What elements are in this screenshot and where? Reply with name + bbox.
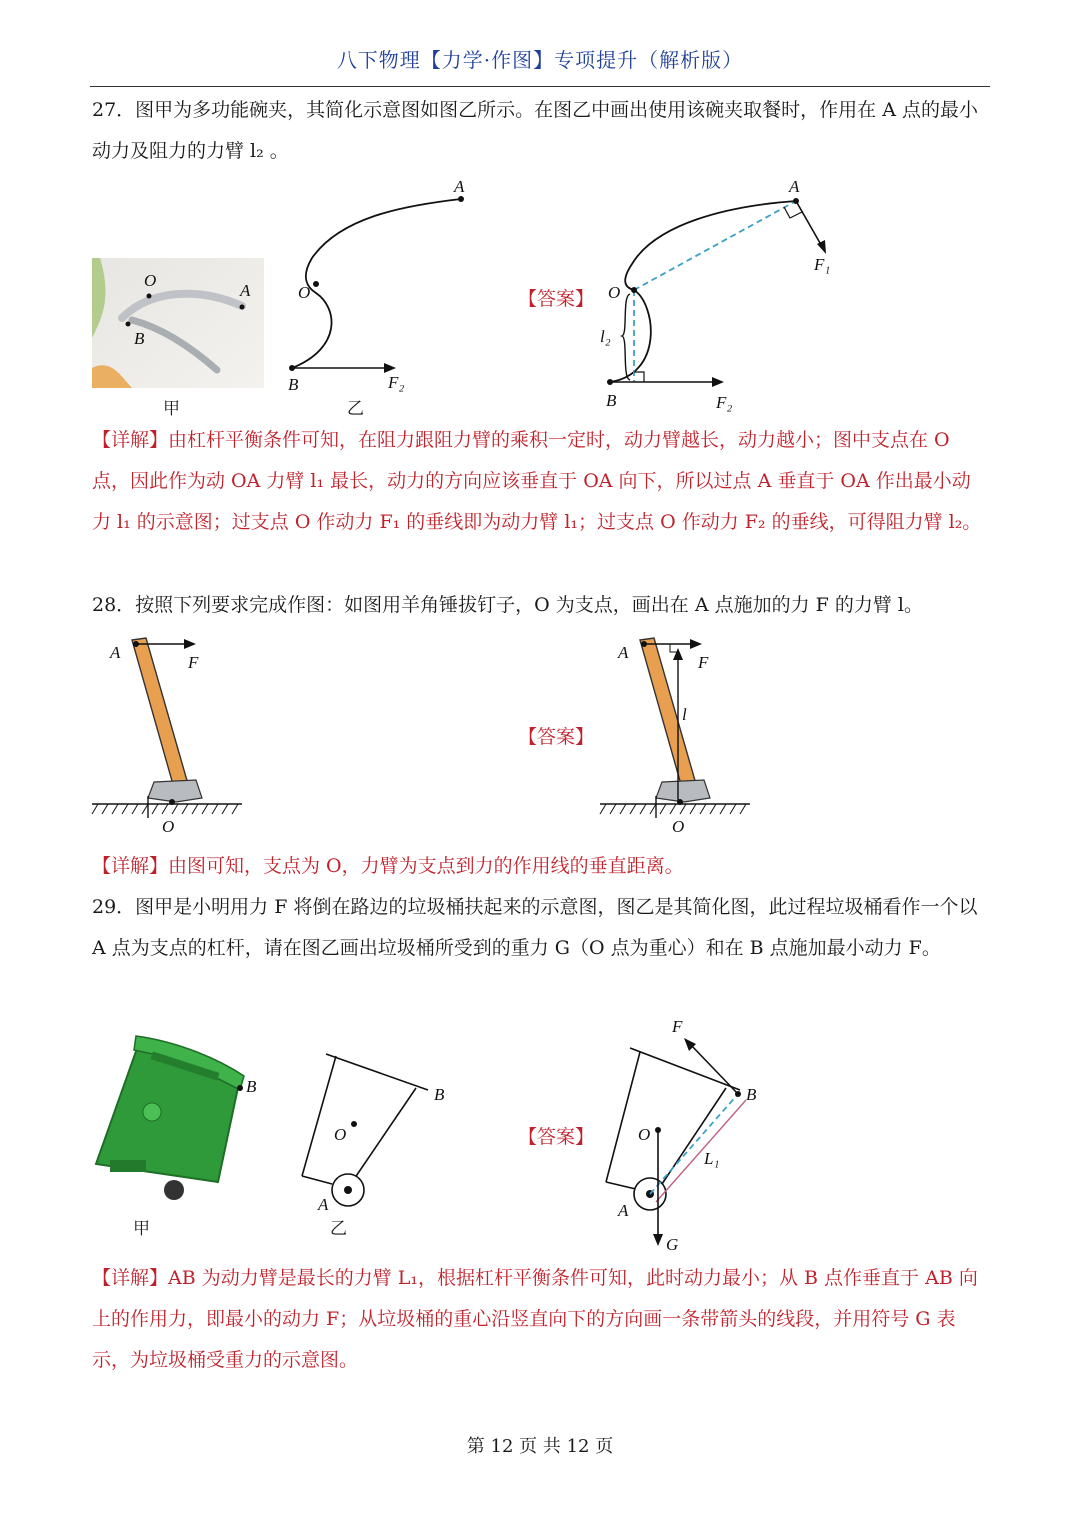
q28-answer-label-F: F: [698, 653, 709, 672]
q28-answer-label-l: l: [682, 705, 687, 724]
header-rule: [90, 86, 990, 87]
q28-answer-figure: [600, 632, 760, 842]
q29-explanation: [92, 1258, 988, 1381]
q27-answer-label-F2: F₂: [716, 393, 733, 412]
q28-hammer-figure: [92, 632, 252, 842]
q27-text: 27．图甲为多功能碗夹，其简化示意图如图乙所示。在图乙中画出使用该碗夹取餐时，作用在 A 点的最小动力及阻力的力臂 l₂ 。: [92, 99, 978, 162]
q29-caption-jia: 甲: [133, 1219, 150, 1239]
q27-photo-label-A: A: [240, 281, 251, 300]
q29-answer-label-A: A: [618, 1201, 629, 1220]
q28-explain-text: 由图可知，支点为 O，力臂为支点到力的作用线的垂直距离。: [168, 855, 684, 877]
q29-explain-text: AB 为动力臂是最长的力臂 L₁，根据杠杆平衡条件可知，此时动力最小；从 B 点作垂直于 AB 向上的作用力，即最小的动力 F；从垃圾桶的重心沿竖直向下的方向画一条带箭头的线段，并用符号 G 表示，为垃圾桶受重力的示意图。: [92, 1267, 978, 1371]
page-footer: 第 12 页 共 12 页: [466, 1436, 614, 1457]
q27-caption-yi: 乙: [347, 399, 364, 419]
q27-photo-bowl-clip: [92, 258, 264, 388]
q27-answer-label-A: A: [789, 177, 800, 196]
q29-caption-yi: 乙: [330, 1219, 347, 1239]
q29-answer-label-B: B: [746, 1085, 757, 1104]
q29-answer-label-O: O: [638, 1125, 651, 1144]
q27-answer-label-F1: F₁: [814, 255, 831, 274]
q27-explanation: [92, 420, 988, 543]
q27-yi-label-O: O: [298, 283, 311, 302]
q27-explain-text: 由杠杆平衡条件可知，在阻力跟阻力臂的乘积一定时，动力臂越长，动力越小；图中支点在 O 点，因此作为动 OA 力臂 l₁ 最长，动力的方向应该垂直于 OA 向下，所以过点 A 垂直于 OA 作出最小动力 l₁ 的示意图；过支点 O 作动力 F₁ 的垂线即为动力臂 l₁；过支点 O 作动力 F₂ 的垂线，可得阻力臂 l₂。: [92, 429, 982, 533]
q29-explain-tag: 【详解】: [92, 1267, 169, 1289]
q27-answer-label-l2: l₂: [600, 327, 611, 346]
q27-yi-label-B: B: [288, 375, 299, 394]
q29-figure-yi: [296, 1048, 466, 1228]
q27-answer-label-O: O: [608, 283, 621, 302]
q27-figure-yi: [280, 178, 480, 398]
q29-yi-label-B: B: [434, 1085, 445, 1104]
q28-answer-tag: 【答案】: [518, 726, 595, 748]
q27-caption-jia: 甲: [163, 399, 180, 419]
q27-answer-label-B: B: [606, 391, 617, 410]
page-header-title: 八下物理【力学·作图】专项提升（解析版）: [336, 48, 744, 72]
q27-answer-figure: [596, 174, 846, 424]
q29-answer-label-F: F: [672, 1017, 683, 1036]
q27-photo-label-O: O: [144, 271, 157, 290]
q28-explain-tag: 【详解】: [92, 855, 169, 877]
q27-yi-label-A: A: [454, 177, 465, 196]
q29-yi-label-O: O: [334, 1125, 347, 1144]
q27-explain-tag: 【详解】: [92, 429, 169, 451]
q29-answer-tag: 【答案】: [518, 1126, 595, 1148]
q28-answer-label-A: A: [618, 643, 629, 662]
q29-yi-label-A: A: [318, 1195, 329, 1214]
q29-photo-label-B: B: [246, 1077, 257, 1096]
q28-explanation: [92, 846, 988, 887]
q29-photo-trash-bin: [90, 1032, 270, 1212]
q27-photo-label-B: B: [134, 329, 145, 348]
q29-answer-figure: [600, 1014, 780, 1254]
q27-yi-label-F2: F₂: [388, 373, 405, 392]
q28-label-F: F: [188, 653, 199, 672]
q27-answer-tag: 【答案】: [518, 288, 595, 310]
q29-answer-label-G: G: [666, 1235, 679, 1254]
q29-text: 29．图甲是小明用力 F 将倒在路边的垃圾桶扶起来的示意图，图乙是其简化图，此过程垃圾桶看作一个以 A 点为支点的杠杆，请在图乙画出垃圾桶所受到的重力 G（O 点为重心）和在 B 点施加最小动力 F。: [92, 896, 978, 959]
q28-label-O: O: [162, 817, 175, 836]
q28-answer-label-O: O: [672, 817, 685, 836]
q29-answer-label-L1: L₁: [704, 1149, 720, 1168]
q28-text: 28．按照下列要求完成作图：如图用羊角锤拔钉子，O 为支点，画出在 A 点施加的力 F 的力臂 l。: [92, 594, 923, 616]
q28-label-A: A: [110, 643, 121, 662]
